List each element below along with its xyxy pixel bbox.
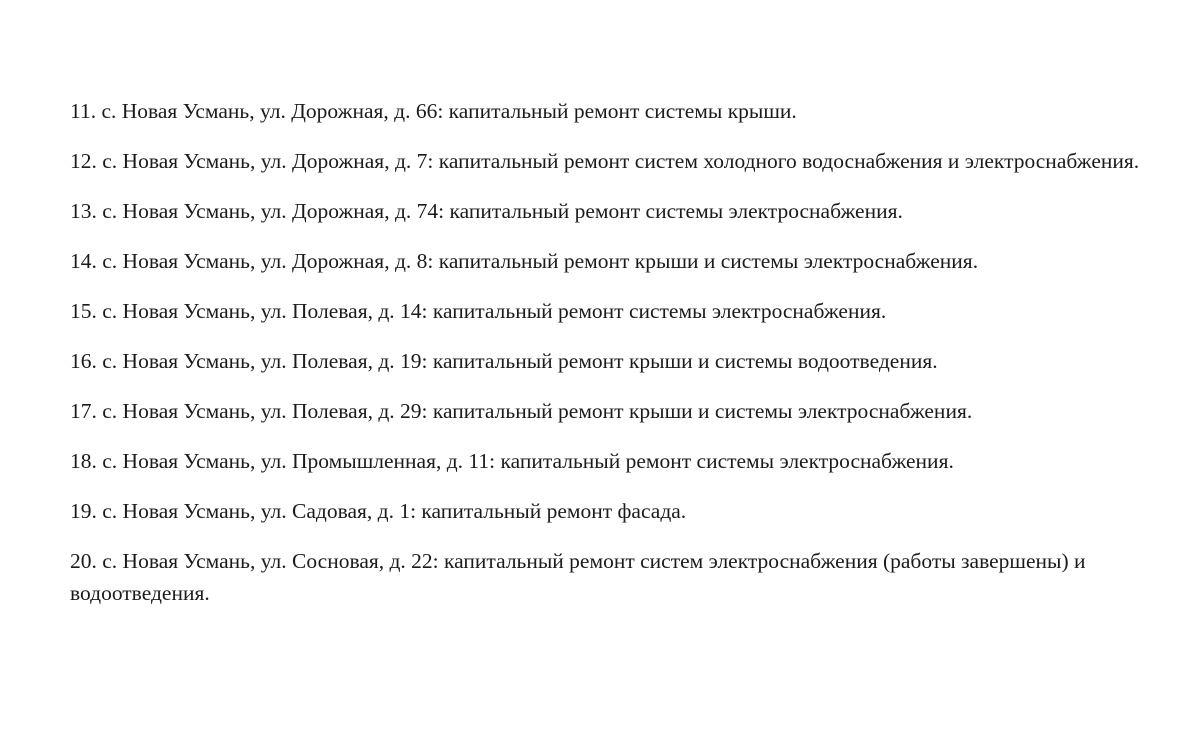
list-item: 20. с. Новая Усмань, ул. Сосновая, д. 22: капитальный ремонт систем электроснабжения (работы завершены) и водоотведения. <box>70 549 1086 605</box>
list-item: 18. с. Новая Усмань, ул. Промышленная, д. 11: капитальный ремонт системы электроснабжения. <box>70 449 954 473</box>
list-item: 12. с. Новая Усмань, ул. Дорожная, д. 7: капитальный ремонт систем холодного водоснабжения и электроснабжения. <box>70 149 1140 173</box>
list-item: 17. с. Новая Усмань, ул. Полевая, д. 29: капитальный ремонт крыши и системы электроснабжения. <box>70 399 973 423</box>
list-item: 11. с. Новая Усмань, ул. Дорожная, д. 66: капитальный ремонт системы крыши. <box>70 99 797 123</box>
list-item: 19. с. Новая Усмань, ул. Садовая, д. 1: капитальный ремонт фасада. <box>70 499 687 523</box>
list-item: 15. с. Новая Усмань, ул. Полевая, д. 14: капитальный ремонт системы электроснабжения. <box>70 299 887 323</box>
repair-list <box>70 95 1160 627</box>
list-item: 16. с. Новая Усмань, ул. Полевая, д. 19: капитальный ремонт крыши и системы водоотведения. <box>70 349 938 373</box>
list-item: 13. с. Новая Усмань, ул. Дорожная, д. 74: капитальный ремонт системы электроснабжения. <box>70 199 903 223</box>
list-item: 14. с. Новая Усмань, ул. Дорожная, д. 8: капитальный ремонт крыши и системы электроснабжения. <box>70 249 979 273</box>
